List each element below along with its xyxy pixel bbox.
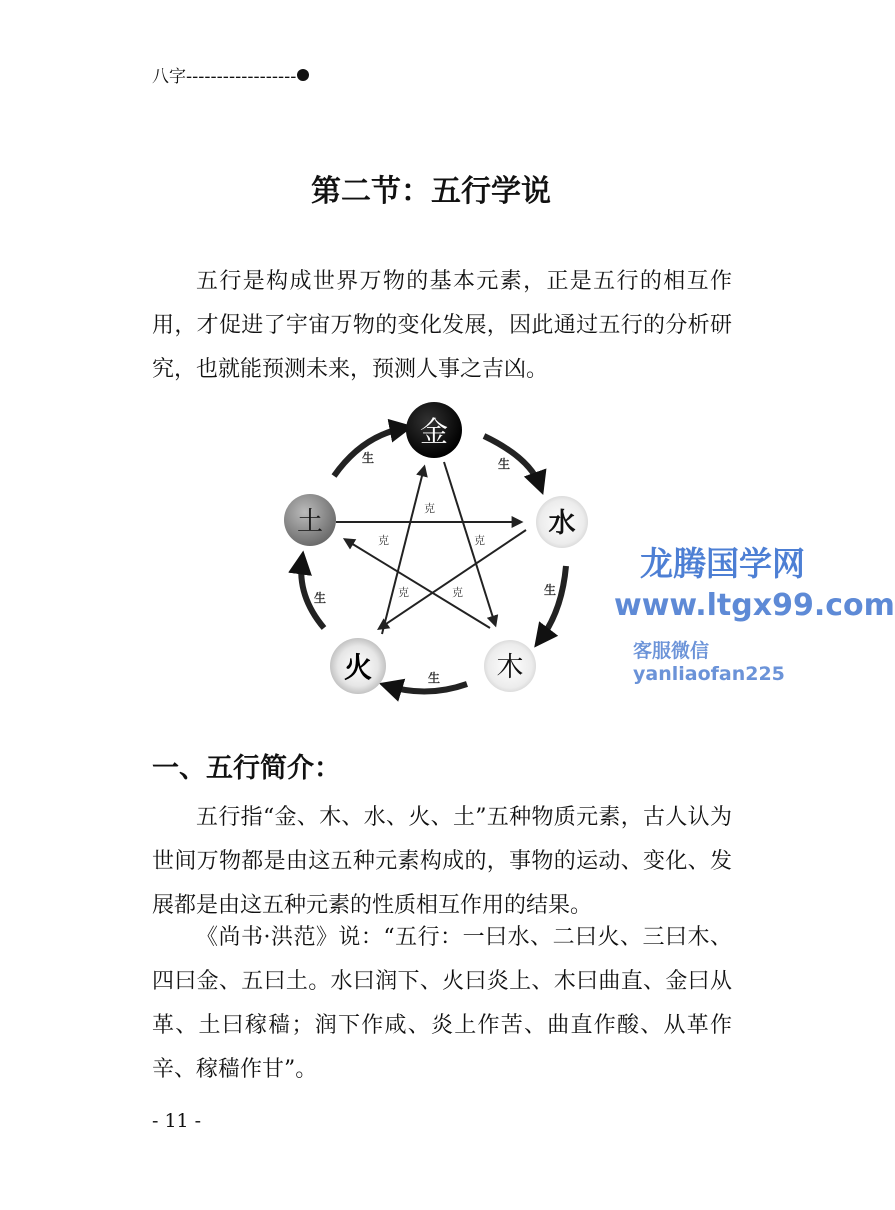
quote-paragraph: 《尚书·洪范》说：“五行：一曰水、二曰火、三曰木、四曰金、五曰土。水曰润下、火曰炎上、木曰曲直、金曰从革、土曰稼穑；润下作咸、炎上作苦、曲直作酸、从革作辛、稼穑作甘”。 bbox=[152, 925, 732, 1082]
generate-label: 生 bbox=[498, 457, 511, 471]
control-label: 克 bbox=[474, 534, 485, 547]
fire-label: 火 bbox=[343, 651, 373, 684]
control-label: 克 bbox=[398, 586, 409, 599]
generate-arrow-wood-fire bbox=[388, 684, 467, 692]
control-label: 克 bbox=[424, 502, 435, 515]
earth-label: 土 bbox=[296, 507, 324, 537]
section-paragraph: 五行指“金、木、水、火、土”五种物质元素，古人认为世间万物都是由这五种元素构成的，事物的运动、变化、发展都是由这五种元素的性质相互作用的结果。 bbox=[152, 805, 732, 918]
running-header bbox=[152, 62, 309, 87]
page-number: - 11 - bbox=[152, 1110, 202, 1132]
control-label: 克 bbox=[378, 534, 389, 547]
section-heading: 一、五行简介： bbox=[152, 753, 341, 784]
generate-arrow-metal-water bbox=[484, 436, 540, 486]
control-arrow-wood-earth bbox=[346, 540, 490, 628]
five-elements-diagram bbox=[262, 396, 592, 716]
generate-label: 生 bbox=[428, 671, 441, 685]
bullet-dot-icon bbox=[297, 69, 309, 81]
control-arrow-water-fire bbox=[380, 530, 526, 628]
generate-label: 生 bbox=[544, 583, 557, 597]
metal-label: 金 bbox=[419, 415, 449, 448]
generate-arrow-water-wood bbox=[540, 566, 566, 640]
watermark-site-name: 龙腾国学网 bbox=[640, 544, 805, 583]
wood-label: 木 bbox=[496, 652, 524, 683]
water-label: 水 bbox=[548, 508, 576, 539]
page-title: 第二节：五行学说 bbox=[311, 174, 551, 209]
control-arrow-fire-metal bbox=[382, 468, 424, 634]
generate-label: 生 bbox=[314, 591, 327, 605]
header-text: 八字------------------ bbox=[152, 67, 297, 87]
watermark-contact: 客服微信 yanliaofan225 bbox=[633, 640, 785, 685]
watermark-url: www.ltgx99.com bbox=[614, 588, 895, 623]
control-label: 克 bbox=[452, 586, 463, 599]
intro-paragraph: 五行是构成世界万物的基本元素，正是五行的相互作用，才促进了宇宙万物的变化发展，因此通过五行的分析研究，也就能预测未来，预测人事之吉凶。 bbox=[152, 269, 732, 382]
generate-label: 生 bbox=[362, 451, 375, 465]
control-arrow-metal-wood bbox=[444, 462, 495, 624]
